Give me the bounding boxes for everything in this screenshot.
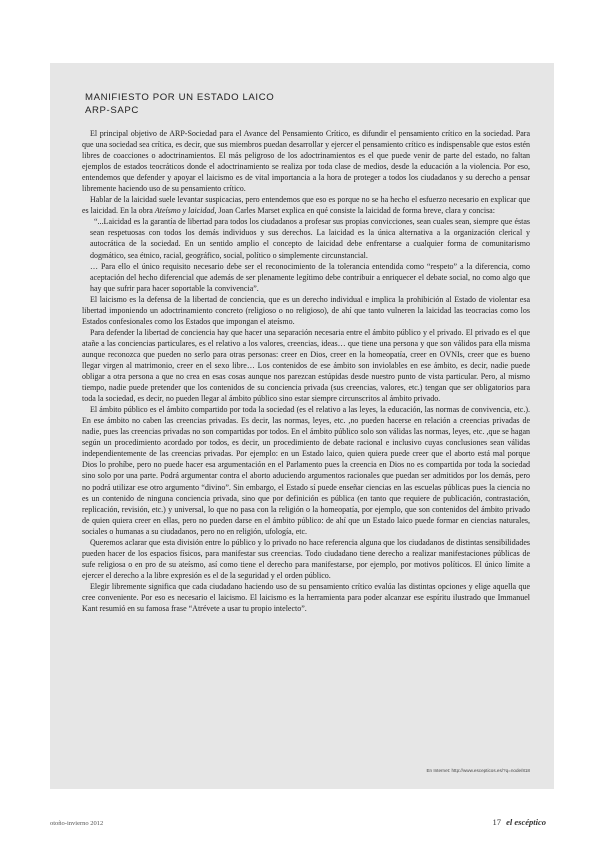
paragraph: Hablar de la laicidad suele levantar suspicacias, pero entendemos que eso es porque no se ha hecho el esfuerzo necesario en explicar que es laicidad. En la obra Ateísmo y laicidad, Joan Carles Marset explica en qué consiste la laicidad de forma breve, clara y concisa: — [82, 195, 530, 216]
article-body — [82, 128, 530, 614]
source-link: En Internet: http://www.escepticos.es/?q=node/818 — [426, 768, 530, 773]
article-title: MANIFIESTO POR UN ESTADO LAICO — [85, 92, 275, 103]
paragraph: El laicismo es la defensa de la libertad de conciencia, que es un derecho individual e implica la prohibición al Estado de violentar esa libertad imponiendo un adoctrinamiento concreto (religioso o no religioso), de ahí que tanto vulneren la laicidad las teocracias como los Estados confesionales como los Estados que impongan el ateísmo. — [82, 294, 530, 326]
page-number: 17 — [492, 817, 501, 827]
paragraph: Elegir libremente significa que cada ciudadano haciendo uso de su pensamiento crítico evalúa las distintas opciones y elige aquella que cree conveniente. Por eso es necesario el laicismo. El laicismo es la herramienta para poder alcanzar ese espíritu ilustrado que Immanuel Kant resumió en su famosa frase “Atrévete a usar tu propio intelecto”. — [82, 581, 530, 614]
paragraph: El principal objetivo de ARP-Sociedad para el Avance del Pensamiento Crítico, es difundir el pensamiento crítico en la sociedad. Para que una sociedad sea crítica, es decir, que sus miembros puedan desarrollar y ejercer el pensamiento crítico es indispensable que estos estén libres de coacciones o adoctrinamientos. El más peligroso de los adoctrinamientos es el que puede venir de parte del estado, no faltan ejemplos de estados teocráticos donde el adoctrinamiento se realiza por toda clase de medios, desde la educación a la violencia. Por eso, entendemos que defender y apoyar el laicismo es de vital importancia a la hora de proteger a todos los ciudadanos y su derecho a pensar libremente haciendo uso de su pensamiento crítico. — [82, 129, 530, 194]
magazine-name: el escéptico — [506, 817, 546, 827]
footer-page-info — [492, 817, 546, 827]
paragraph: Queremos aclarar que esta división entre lo público y lo privado no hace referencia alguna que los ciudadanos de distintas sensibilidades pueden hacer de los espacios físicos, para manifestar sus creencias. Todo ciudadano tiene derecho a realizar manifestaciones públicas de sufe religiosa o en pro de su ateísmo, así como tiene el derecho para manifestarse, por ejemplo, por motivos políticos. El único límite a ejercer el derecho a la libre expresión es el de la seguridad y el orden público. — [82, 537, 530, 580]
footer-season: otoño-invierno 2012 — [50, 820, 104, 827]
paragraph: Para defender la libertad de conciencia hay que hacer una separación necesaria entre el ámbito público y el privado. El privado es el que atañe a las conciencias particulares, es el relativo a los valores, creencias, ideas… que tiene una persona y que son válidos para ella misma aunque reconozca que pueden no serlo para otras personas: creer en Dios, creer en la homeopatía, creer en OVNIs, creer que es bueno llegar virgen al matrimonio, creer en el sexo libre… Los contenidos de ese ámbito son inviolables en ese ámbito, es decir, nadie puede obligar a otra persona a que no crea en esas cosas aunque nos parezcan estúpidas desde nuestro punto de vista particular. Pero, al mismo tiempo, nadie puede pretender que los contenidos de su conciencia privada (sus creencias, valores, etc.) tengan que ser obligatorios para toda la sociedad, es decir, no pueden llegar al ámbito público sino estar siempre circunscritos al ámbito privado. — [82, 327, 530, 404]
quote-paragraph: “...Laicidad es la garantía de libertad para todos los ciudadanos a profesar sus propias convicciones, sean cuales sean, siempre que éstas sean respetuosas con todos los demás individuos y sus derechos. La laicidad es la única alternativa a la organización clerical y autocrática de la sociedad. En un sentido amplio el concepto de laicidad debe enfrentarse a cualquier forma de comunitarismo dogmático, sea étnico, racial, geográfico, social, político o simplemente circunstancial. — [90, 217, 530, 260]
article-author: ARP-SAPC — [85, 105, 139, 116]
article-header — [85, 91, 274, 117]
book-title: Ateísmo y laicidad — [154, 206, 215, 216]
quote-paragraph: … Para ello el único requisito necesario debe ser el reconocimiento de la tolerancia entendida como “respeto” a la diferencia, como aceptación del hecho diferencial que además de ser plenamente legítimo debe contribuir a enriquecer el debate social, no como algo que hay que sufrir para hacer soportable la convivencia”. — [90, 261, 530, 293]
paragraph: El ámbito público es el ámbito compartido por toda la sociedad (es el relativo a las leyes, la educación, las normas de convivencia, etc.). En ese ámbito no caben las creencias privadas. Es decir, las normas, leyes, etc. ,no pueden hacerse en relación a creencias privadas de nadie, pues las creencias privadas no son compartidas por todos. En el ámbito público solo son válidas las normas, leyes, etc. ,que se hagan según un procedimiento acordado por todos, es decir, un procedimiento de debate racional e inclusivo cuyas conclusiones sean válidas independientemente de las creencias privadas. Por ejemplo: en un Estado laico, quien quiera puede creer que el aborto está mal porque Dios lo prohíbe, pero no puede hacer esa argumentación en el Parlamento pues la creencia en Dios no es compartida por toda la sociedad sino solo por una parte. Podrá argumentar contra el aborto aduciendo argumentos racionales que puedan ser admitidos por los demás, pero no podrá utilizar ese otro argumento “divino”. Sin embargo, el Estado sí puede enseñar ciencias en las escuelas públicas pues la ciencia no es un contenido de ninguna conciencia privada, sino que por definición es pública (en tanto que requiere de publicación, contrastación, replicación, revisión, etc.) y universal, lo que no pasa con la religión o la homeopatía, por ejemplo, que son contenidos del ámbito privado de quien quiera creer en ellas, pero no pueden darse en el ámbito público: de ahí que un Estado laico puede formar en ciencias naturales, sociales o humanas a su ciudadanos, pero no en religión, ufología, etc. — [82, 405, 530, 536]
